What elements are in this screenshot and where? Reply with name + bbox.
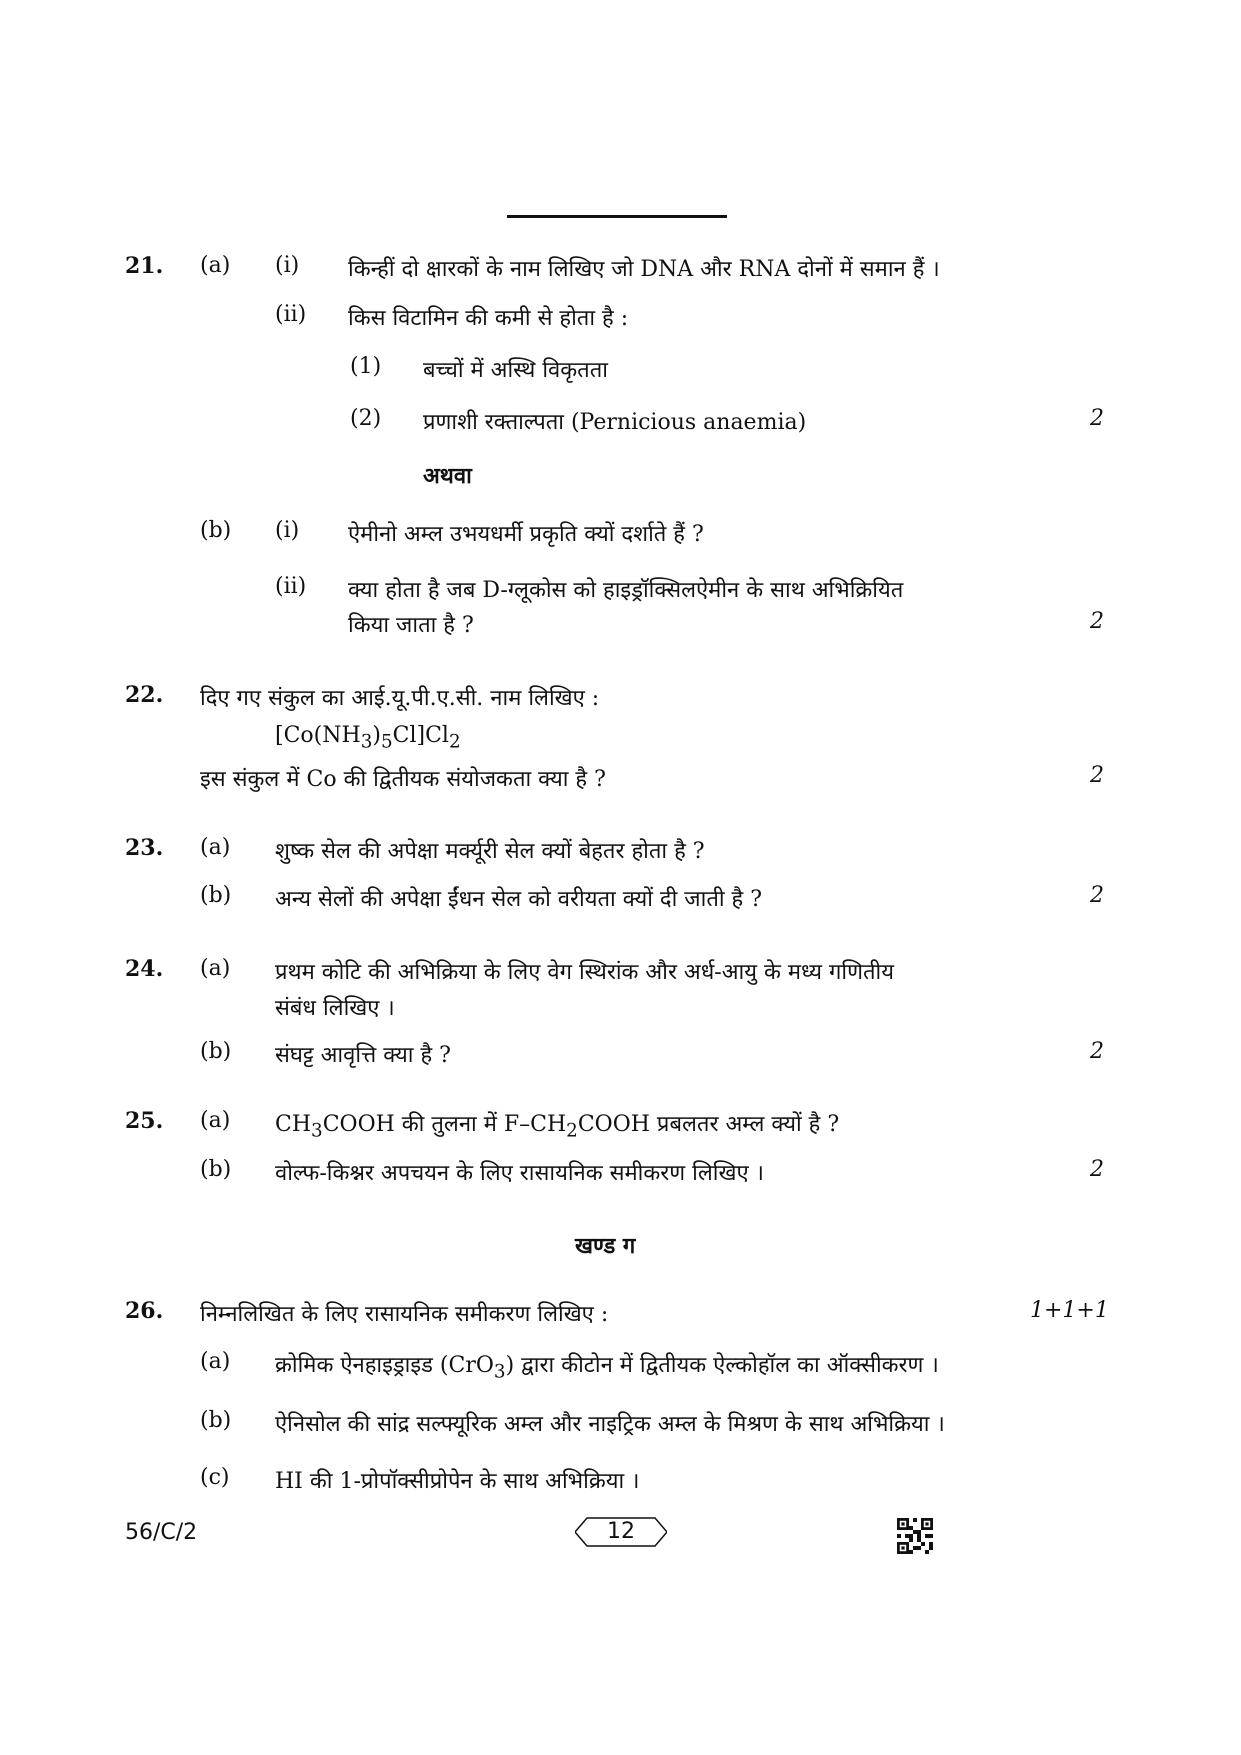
q22-formula xyxy=(275,723,461,752)
q25-a-label: (a) xyxy=(200,1108,231,1133)
q26-a-label: (a) xyxy=(200,1349,231,1374)
q23-a-text: शुष्क सेल की अपेक्षा मर्क्यूरी सेल क्यों बेहतर होता है ? xyxy=(275,839,705,864)
q22-formula-sub1: 3 xyxy=(360,731,373,753)
q26-number: 26. xyxy=(125,1298,164,1324)
q22-number: 22. xyxy=(125,682,164,708)
q25-a-post: COOH प्रबलतर अम्ल क्यों है ? xyxy=(577,1112,840,1137)
q24-number: 24. xyxy=(125,956,164,982)
q21-b-i-label: (i) xyxy=(275,518,300,543)
q21-or-heading: अथवा xyxy=(423,463,472,489)
q21-number: 21. xyxy=(125,253,164,279)
q26-intro: निम्नलिखित के लिए रासायनिक समीकरण लिखिए : xyxy=(200,1302,609,1327)
q26-b-label: (b) xyxy=(200,1408,232,1433)
q21-a-ii-label: (ii) xyxy=(275,302,307,327)
q24-a-line2: संबंध लिखिए । xyxy=(275,996,395,1021)
q24-b-label: (b) xyxy=(200,1039,232,1064)
q23-number: 23. xyxy=(125,835,164,861)
q24-marks: 2 xyxy=(1090,1039,1104,1064)
q22-formula-pre: [Co(NH xyxy=(275,723,361,748)
q24-a-label: (a) xyxy=(200,956,231,981)
q23-marks: 2 xyxy=(1090,883,1104,908)
q21-sub1-label: (1) xyxy=(350,354,382,379)
q22-formula-mid: ) xyxy=(372,723,381,748)
section-heading: खण्ड ग xyxy=(575,1233,636,1259)
q22-line1: दिए गए संकुल का आई.यू.पी.ए.सी. नाम लिखिए : xyxy=(200,686,600,711)
q21-sub2-text: प्रणाशी रक्ताल्पता (Pernicious anaemia) xyxy=(423,410,807,435)
paper-code: 56/C/2 xyxy=(125,1520,198,1545)
q22-marks: 2 xyxy=(1090,763,1104,788)
q25-b-text: वोल्फ-किश्नर अपचयन के लिए रासायनिक समीकरण लिखिए । xyxy=(275,1161,764,1186)
q21-sub2-label: (2) xyxy=(350,406,382,431)
q23-b-label: (b) xyxy=(200,883,232,908)
q26-b-text: ऐनिसोल की सांद्र सल्फ्यूरिक अम्ल और नाइट्रिक अम्ल के मिश्रण के साथ अभिक्रिया । xyxy=(275,1412,945,1437)
q22-formula-sub3: 2 xyxy=(448,731,461,753)
page-number: 12 xyxy=(607,1519,635,1544)
q26-c-text: HI की 1-प्रोपॉक्सीप्रोपेन के साथ अभिक्रिया । xyxy=(275,1469,640,1494)
q21-b-i-text: ऐमीनो अम्ल उभयधर्मी प्रकृति क्यों दर्शाते हैं ? xyxy=(348,522,704,547)
q26-a-sub: 3 xyxy=(493,1361,506,1383)
q21-a-i-text: किन्हीं दो क्षारकों के नाम लिखिए जो DNA और RNA दोनों में समान हैं । xyxy=(348,257,940,282)
qr-code-icon xyxy=(897,1518,933,1554)
q25-number: 25. xyxy=(125,1108,164,1134)
q21-a-ii-text: किस विटामिन की कमी से होता है : xyxy=(348,306,629,331)
q23-a-label: (a) xyxy=(200,835,231,860)
q26-a-post: ) द्वारा कीटोन में द्वितीयक ऐल्कोहॉल का ऑक्सीकरण । xyxy=(505,1353,939,1378)
q24-b-text: संघट्ट आवृत्ति क्या है ? xyxy=(275,1043,451,1068)
q25-marks: 2 xyxy=(1090,1157,1104,1182)
q22-formula-post: Cl]Cl xyxy=(392,723,449,748)
q25-a-sub2: 2 xyxy=(566,1120,578,1142)
q26-c-label: (c) xyxy=(200,1465,230,1490)
page-number-box xyxy=(575,1517,667,1547)
q22-line3: इस संकुल में Co की द्वितीयक संयोजकता क्या है ? xyxy=(200,767,606,792)
q21-a-i-label: (i) xyxy=(275,253,300,278)
q21-b-ii-line1: क्या होता है जब D-ग्लूकोस को हाइड्रॉक्सिलऐमीन के साथ अभिक्रियित xyxy=(348,578,904,603)
q25-a-text xyxy=(275,1108,839,1141)
q21-a-marks: 2 xyxy=(1090,406,1104,431)
top-rule xyxy=(507,215,727,218)
q21-a-label: (a) xyxy=(200,253,231,278)
q24-a-line1: प्रथम कोटि की अभिक्रिया के लिए वेग स्थिरांक और अर्ध-आयु के मध्य गणितीय xyxy=(275,960,895,985)
q21-sub1-text: बच्चों में अस्थि विकृतता xyxy=(423,358,608,383)
q21-b-ii-label: (ii) xyxy=(275,574,307,599)
q25-a-sub1: 3 xyxy=(311,1120,323,1142)
q26-a-text xyxy=(275,1349,939,1382)
q25-b-label: (b) xyxy=(200,1157,232,1182)
q26-marks: 1+1+1 xyxy=(1030,1298,1109,1323)
q22-formula-sub2: 5 xyxy=(380,731,393,753)
q21-b-marks: 2 xyxy=(1090,609,1104,634)
q25-a-mid: COOH की तुलना में F–CH xyxy=(322,1112,567,1137)
q25-a-pre: CH xyxy=(275,1112,312,1137)
q23-b-text: अन्य सेलों की अपेक्षा ईंधन सेल को वरीयता क्यों दी जाती है ? xyxy=(275,887,763,912)
q26-a-pre: क्रोमिक ऐनहाइड्राइड (CrO xyxy=(275,1353,494,1378)
q21-b-ii-line2: किया जाता है ? xyxy=(348,613,474,638)
q21-b-label: (b) xyxy=(200,518,232,543)
